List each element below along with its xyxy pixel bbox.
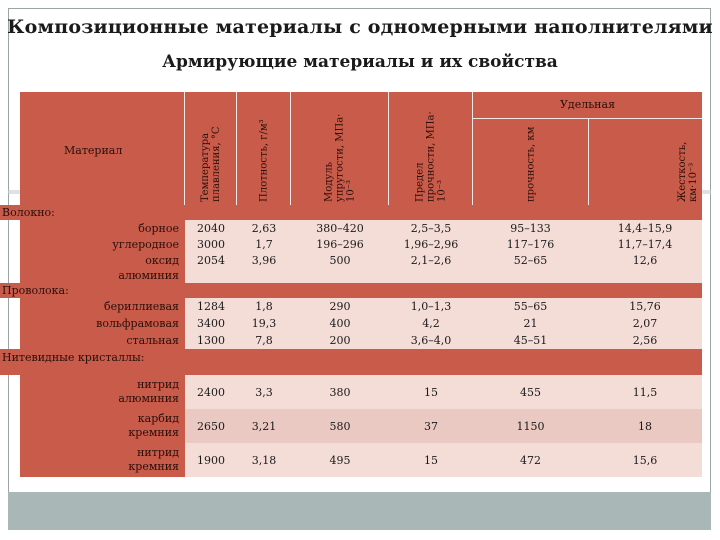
cell-spec-stiffness: 2,07 <box>632 317 658 330</box>
header-melt-temp <box>185 92 237 205</box>
table-header <box>20 92 702 205</box>
cell-strength: 3,6–4,0 <box>410 334 452 347</box>
cell-spec-stiffness: 11,5 <box>632 385 658 399</box>
header-strength-limit <box>389 92 473 205</box>
header-material-label: Материал <box>64 144 123 157</box>
cell-strength: 1,0–1,3 <box>410 300 452 313</box>
cell-strength: 15 <box>424 385 438 399</box>
cell-strength: 37 <box>424 419 438 433</box>
table-row-tail <box>20 268 702 283</box>
cell-density: 3,21 <box>251 419 277 433</box>
header-specific-stiffness-label: Жесткость, км·10⁻³ <box>677 141 700 202</box>
cell-modulus: 495 <box>329 453 351 467</box>
table-row <box>20 315 702 332</box>
row-name: нитрид алюминия <box>20 375 185 409</box>
cell-melt-temp: 1900 <box>197 453 225 467</box>
cell-density: 1,7 <box>255 237 273 251</box>
cell-density: 2,63 <box>251 221 277 235</box>
table-row <box>20 236 702 252</box>
cell-spec-stiffness: 2,56 <box>632 334 658 347</box>
cell-modulus: 380 <box>329 385 351 399</box>
row-name: оксид <box>20 252 185 268</box>
cell-spec-stiffness: 12,6 <box>632 253 658 267</box>
cell-spec-stiffness: 15,76 <box>629 300 661 313</box>
table-row <box>20 220 702 236</box>
cell-strength: 1,96–2,96 <box>403 237 459 251</box>
cell-spec-strength: 95–133 <box>510 221 551 235</box>
cell-melt-temp: 3400 <box>197 317 225 330</box>
cell-spec-strength: 472 <box>520 453 541 467</box>
cell-spec-strength: 21 <box>523 317 538 330</box>
cell-spec-strength: 55–65 <box>513 300 548 313</box>
cell-density: 3,96 <box>251 253 277 267</box>
cell-modulus: 196–296 <box>316 237 364 251</box>
cell-spec-strength: 117–176 <box>506 237 555 251</box>
cell-melt-temp: 2054 <box>197 253 225 267</box>
row-name-tail: алюминия <box>20 268 185 283</box>
cell-density: 7,8 <box>255 334 273 347</box>
row-name: карбид кремния <box>20 409 185 443</box>
cell-melt-temp: 1284 <box>197 300 225 313</box>
header-density-label: Плотность, г/м³ <box>258 118 269 202</box>
cell-density: 3,18 <box>251 453 277 467</box>
row-name: борное <box>20 220 185 236</box>
header-modulus-label: Модуль упругости, МПа· 10⁻³ <box>323 113 356 202</box>
cell-spec-stiffness: 18 <box>638 419 652 433</box>
footer-band <box>8 492 711 530</box>
cell-modulus: 400 <box>329 317 351 330</box>
cell-melt-temp: 2400 <box>197 385 225 399</box>
properties-table <box>2 92 702 477</box>
slide-subtitle: Армирующие материалы и их свойства <box>162 52 558 72</box>
row-name: вольфрамовая <box>20 315 185 332</box>
header-specific-group <box>473 92 702 205</box>
row-name: нитрид кремния <box>20 443 185 477</box>
cell-density: 1,8 <box>255 300 273 313</box>
header-specific-strength-label: прочность, км <box>525 126 536 202</box>
cell-melt-temp: 2650 <box>197 419 225 433</box>
cell-modulus: 380–420 <box>316 221 364 235</box>
cell-density: 3,3 <box>255 385 273 399</box>
header-strength-limit-label: Предел прочности, МПа· 10⁻³ <box>414 110 447 202</box>
header-modulus <box>291 92 389 205</box>
header-specific-label: Удельная <box>473 98 702 119</box>
cell-strength: 2,1–2,6 <box>410 253 452 267</box>
row-name: углеродное <box>20 236 185 252</box>
group-title-fiber: Волокно: <box>0 205 702 220</box>
row-name: стальная <box>20 332 185 349</box>
header-melt-temp-label: Температура плавления, °С <box>199 125 222 202</box>
table-row <box>20 332 702 349</box>
cell-spec-stiffness: 15,6 <box>632 453 658 467</box>
header-specific-stiffness <box>588 119 702 205</box>
cell-spec-strength: 1150 <box>516 419 545 433</box>
cell-melt-temp: 3000 <box>197 237 225 251</box>
cell-spec-stiffness: 11,7–17,4 <box>617 237 673 251</box>
cell-spec-stiffness: 14,4–15,9 <box>617 221 673 235</box>
cell-strength: 15 <box>424 453 438 467</box>
table-row <box>20 252 702 268</box>
cell-modulus: 290 <box>329 300 351 313</box>
group-title-wire: Проволока: <box>0 283 702 298</box>
cell-strength: 2,5–3,5 <box>410 221 452 235</box>
group-title-whiskers: Нитевидные кристаллы: <box>0 349 702 375</box>
table-row <box>20 375 702 409</box>
table-row <box>20 443 702 477</box>
header-material <box>20 92 185 205</box>
cell-modulus: 500 <box>329 253 351 267</box>
cell-spec-strength: 52–65 <box>513 253 548 267</box>
table-row <box>20 298 702 315</box>
slide-title: Композиционные материалы с одномерными наполнителями <box>7 16 713 38</box>
cell-melt-temp: 1300 <box>197 334 225 347</box>
cell-modulus: 580 <box>329 419 351 433</box>
cell-spec-strength: 455 <box>520 385 541 399</box>
cell-modulus: 200 <box>329 334 351 347</box>
row-name: бериллиевая <box>20 298 185 315</box>
cell-density: 19,3 <box>251 317 277 330</box>
header-specific-strength <box>473 119 589 205</box>
cell-melt-temp: 2040 <box>197 221 225 235</box>
cell-spec-strength: 45–51 <box>513 334 548 347</box>
cell-strength: 4,2 <box>422 317 440 330</box>
table-row <box>20 409 702 443</box>
header-density <box>237 92 291 205</box>
